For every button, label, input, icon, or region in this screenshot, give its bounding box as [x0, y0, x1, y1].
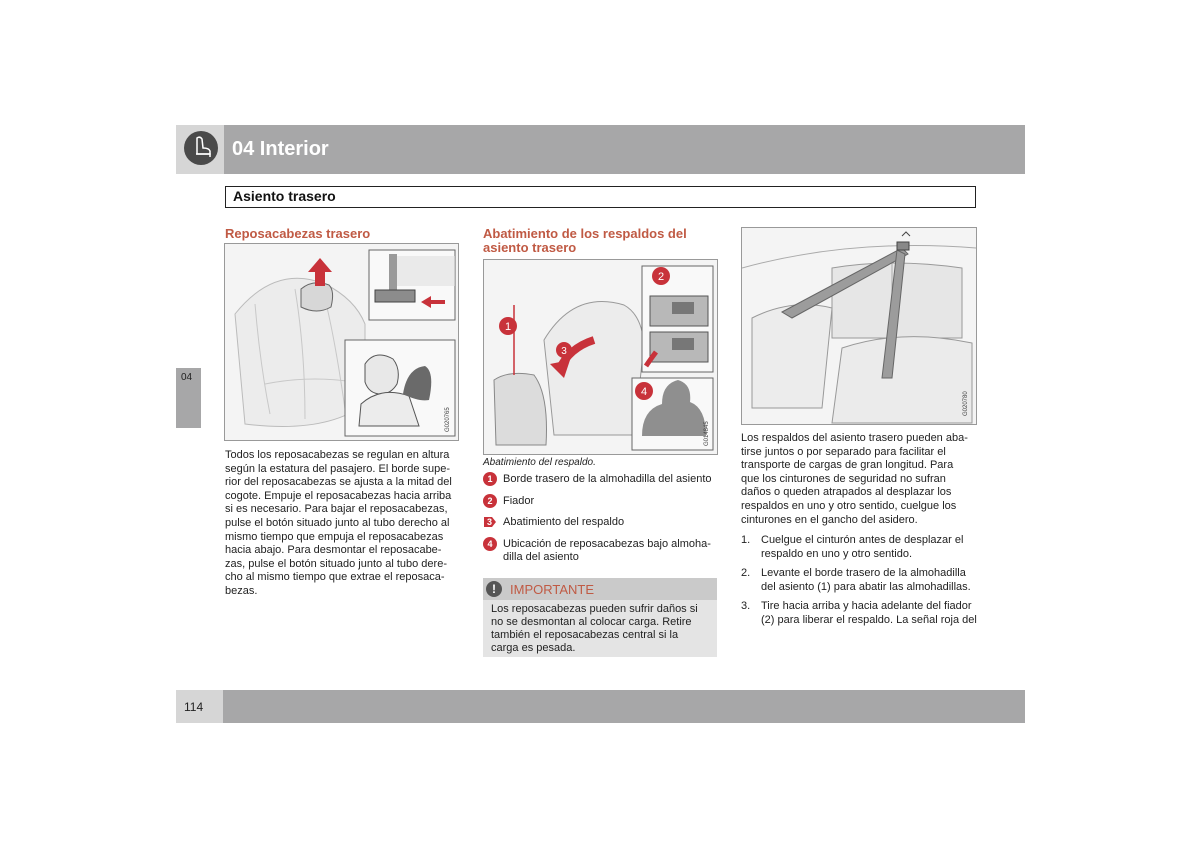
step-item [741, 600, 979, 627]
seatbelt-paragraph [741, 432, 979, 527]
legend-item [483, 516, 721, 530]
footer-bar [223, 690, 1025, 723]
paragraph-line: según la estatura del pasajero. El borde supe- [225, 462, 451, 475]
step-text: del asiento (1) para abatir las almohadillas. [761, 580, 971, 593]
legend-text: Fiador [503, 494, 535, 507]
step-text: (2) para liberar el respaldo. La señal roja del [761, 613, 977, 626]
seatbelt-figure [741, 227, 977, 425]
legend-badge: 4 [483, 537, 497, 551]
legend-badge: 1 [483, 472, 497, 486]
paragraph-line: tirse juntos o por separado para facilitar el [741, 445, 946, 458]
step-text: Cuelgue el cinturón antes de desplazar el [761, 534, 964, 546]
fold-backrest-figure [483, 259, 718, 455]
legend-badge-arrow [483, 515, 497, 529]
fold-backrest-heading [483, 227, 723, 255]
paragraph-line: cho al mismo tiempo que extrae el reposaca- [225, 571, 445, 584]
figure-code: G014845 [704, 421, 710, 446]
headrest-figure [224, 243, 459, 441]
important-line: Los reposacabezas pueden sufrir daños si [491, 603, 698, 615]
paragraph-line: respaldos en uno y otro sentido, cuelgue los [741, 499, 957, 512]
step-text: Tire hacia arriba y hacia adelante del fiador [761, 600, 972, 613]
paragraph-line: si es necesario. Para bajar el reposacabezas, [225, 503, 448, 516]
figure-caption: Abatimiento del respaldo. [483, 457, 596, 468]
important-line: no se desmontan al colocar carga. Retire [491, 616, 692, 628]
heading-line: Abatimiento de los respaldos del [483, 226, 687, 241]
paragraph-line: cogote. Empuje el reposacabezas hacia arriba [225, 489, 452, 502]
step-item [741, 534, 979, 561]
step-number: 2. [741, 567, 751, 580]
legend-text: dilla del asiento [503, 551, 579, 564]
section-title: Asiento trasero [233, 188, 336, 204]
legend-item [483, 473, 721, 487]
important-line: también el reposacabezas central si la [491, 629, 679, 641]
paragraph-line: hacia abajo. Para desmontar el reposacabe- [225, 544, 442, 557]
paragraph-line: Los respaldos del asiento trasero pueden aba- [741, 432, 968, 444]
headrest-paragraph [225, 449, 460, 599]
step-text: Levante el borde trasero de la almohadilla [761, 567, 966, 580]
figure-label-1: 1 [504, 321, 512, 333]
important-text [491, 603, 713, 655]
figure-label-3: 3 [561, 346, 567, 357]
paragraph-line: pulse el botón situado junto al tubo derecho al [225, 516, 450, 529]
figure-label-2: 2 [657, 271, 665, 283]
heading-line: asiento trasero [483, 240, 577, 255]
step-item [741, 567, 979, 594]
paragraph-line: rior del reposacabezas se ajusta a la mitad del [225, 476, 452, 489]
exclamation-icon: ! [486, 581, 502, 597]
figure-legend [483, 473, 721, 565]
chapter-side-tab-label: 04 [181, 372, 193, 383]
paragraph-line: mismo tiempo que empuja el reposacabezas [225, 530, 444, 543]
section-title-box [225, 186, 976, 208]
legend-text: Borde trasero de la almohadilla del asiento [503, 473, 712, 485]
headrest-heading: Reposacabezas trasero [225, 226, 371, 241]
paragraph-line: daños o queden atrapados al desplazar los [741, 486, 952, 499]
paragraph-line: zas, pulse el botón situado junto al tubo dere- [225, 557, 447, 570]
chapter-title: 04 Interior [232, 138, 329, 160]
important-line: carga es pesada. [491, 642, 576, 654]
paragraph-line: Todos los reposacabezas se regulan en altura [225, 449, 450, 461]
legend-text: Ubicación de reposacabezas bajo almoha- [503, 537, 711, 550]
legend-item [483, 538, 721, 565]
step-text: respaldo en uno y otro sentido. [761, 547, 913, 560]
legend-badge: 2 [483, 494, 497, 508]
step-number: 1. [741, 534, 751, 546]
paragraph-line: cinturones en el gancho del asidero. [741, 513, 918, 526]
figure-code: G020780 [963, 391, 969, 416]
paragraph-line: que los cinturones de seguridad no sufran [741, 472, 946, 485]
legend-item [483, 495, 721, 509]
step-number: 3. [741, 600, 751, 613]
paragraph-line: bezas. [225, 584, 258, 597]
important-title: IMPORTANTE [510, 582, 595, 597]
figure-label-4: 4 [640, 386, 648, 398]
legend-badge: 3 [487, 517, 493, 528]
figure-code: G020765 [445, 407, 451, 432]
seat-icon [184, 131, 218, 165]
paragraph-line: transporte de cargas de gran longitud. Para [741, 459, 954, 472]
legend-text: Abatimiento del respaldo [503, 516, 625, 529]
page-number: 114 [184, 700, 204, 714]
steps-list [741, 534, 979, 634]
